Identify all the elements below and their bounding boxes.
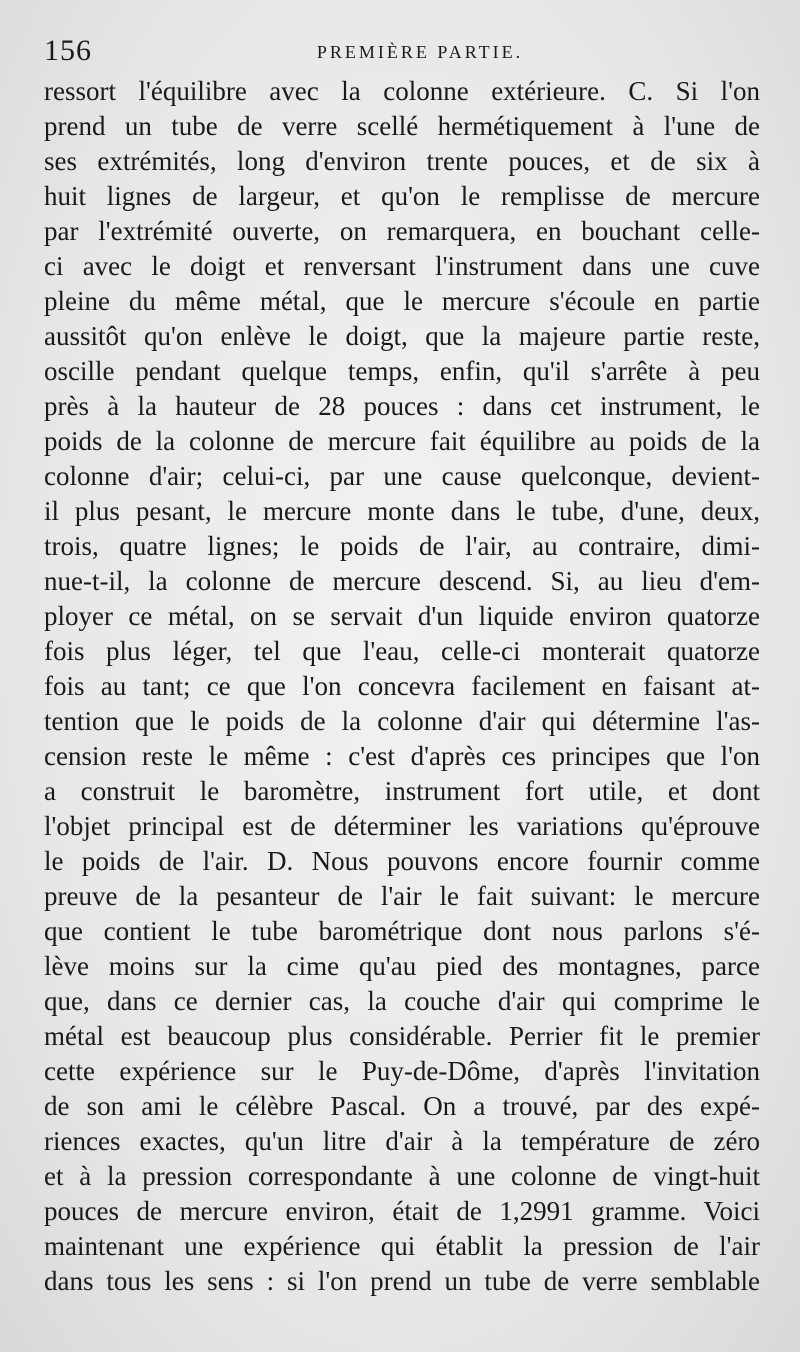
text-line: ses extrémités, long d'environ trente pouces, et de six à [44,146,760,176]
running-head: PREMIÈRE PARTIE. [316,42,524,62]
text-line: maintenant une expérience qui établit la pression de l'air [44,1231,760,1261]
text-line: nue-t-il, la colonne de mercure descend. Si, au lieu d'em- [44,566,760,596]
text-line: aussitôt qu'on enlève le doigt, que la majeure partie reste, [44,321,760,351]
text-line: l'objet principal est de déterminer les variations qu'éprouve [44,811,760,841]
text-line: lève moins sur la cime qu'au pied des montagnes, parce [44,951,760,981]
text-line: ci avec le doigt et renversant l'instrument dans une cuve [44,251,760,281]
text-line: cette expérience sur le Puy-de-Dôme, d'après l'invitation [44,1056,760,1086]
text-line: ressort l'équilibre avec la colonne extérieure. C. Si l'on [44,76,760,106]
text-line: huit lignes de largeur, et qu'on le remplisse de mercure [44,181,760,211]
text-line: par l'extrémité ouverte, on remarquera, en bouchant celle- [44,216,760,246]
body-text [44,74,760,1299]
text-line: prend un tube de verre scellé hermétiquement à l'une de [44,111,760,141]
text-line: poids de la colonne de mercure fait équilibre au poids de la [44,426,760,456]
text-line: a construit le baromètre, instrument fort utile, et dont [44,776,760,806]
text-line: oscille pendant quelque temps, enfin, qu'il s'arrête à peu [44,356,760,386]
text-line: près à la hauteur de 28 pouces : dans cet instrument, le [44,391,760,421]
text-line: que contient le tube barométrique dont nous parlons s'é- [44,916,760,946]
text-line: preuve de la pesanteur de l'air le fait suivant: le mercure [44,881,760,911]
text-line: dans tous les sens : si l'on prend un tube de verre semblable [44,1266,760,1296]
text-line: fois au tant; ce que l'on concevra facilement en faisant at- [44,671,760,701]
text-line: pleine du même métal, que le mercure s'écoule en partie [44,286,760,316]
text-line: riences exactes, qu'un litre d'air à la température de zéro [44,1126,760,1156]
text-line: colonne d'air; celui-ci, par une cause quelconque, devient- [44,461,760,491]
text-line: cension reste le même : c'est d'après ces principes que l'on [44,741,760,771]
page-header [44,34,760,70]
text-line: tention que le poids de la colonne d'air qui détermine l'as- [44,706,760,736]
page-number: 156 [44,34,92,67]
text-line: le poids de l'air. D. Nous pouvons encore fournir comme [44,846,760,876]
text-line: métal est beaucoup plus considérable. Perrier fit le premier [44,1021,760,1051]
text-line: il plus pesant, le mercure monte dans le tube, d'une, deux, [44,496,760,526]
text-line: et à la pression correspondante à une colonne de vingt-huit [44,1161,760,1191]
text-line: trois, quatre lignes; le poids de l'air, au contraire, dimi- [44,531,760,561]
text-line: que, dans ce dernier cas, la couche d'air qui comprime le [44,986,760,1016]
text-line: ployer ce métal, on se servait d'un liquide environ quatorze [44,601,760,631]
text-line: fois plus léger, tel que l'eau, celle-ci monterait quatorze [44,636,760,666]
text-line: pouces de mercure environ, était de 1,2991 gramme. Voici [44,1196,760,1226]
text-line: de son ami le célèbre Pascal. On a trouvé, par des expé- [44,1091,760,1121]
